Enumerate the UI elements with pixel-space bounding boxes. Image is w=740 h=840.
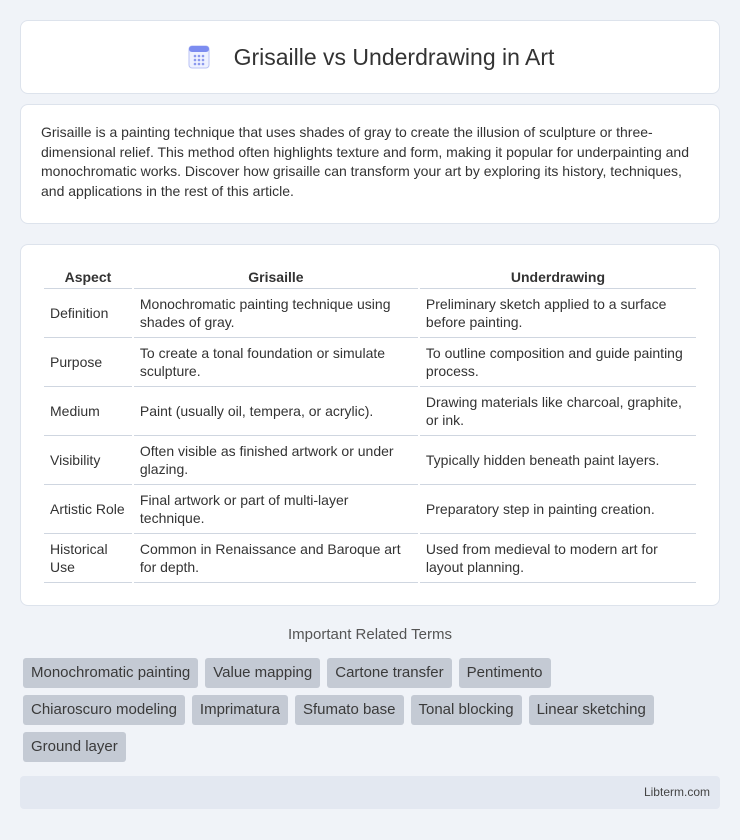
footer [20, 776, 720, 809]
footer-site-link[interactable]: Libterm.com [643, 785, 710, 799]
related-term-tag[interactable]: Tonal blocking [411, 695, 522, 725]
row-underdrawing: Preparatory step in painting creation. [420, 485, 696, 534]
title-card [20, 20, 720, 94]
row-aspect: Visibility [44, 436, 132, 485]
table-row [44, 485, 696, 534]
intro-text: Grisaille is a painting technique that uses shades of gray to create the illusion of sculpture or three-dimensional relief. This method often highlights texture and form, making it popular for underpainting and monochromatic works. Discover how grisaille can transform your art by exploring its history, techniques, and applications in the rest of this article. [41, 124, 690, 199]
related-term-tag[interactable]: Imprimatura [192, 695, 288, 725]
header-aspect: Aspect [44, 265, 132, 289]
related-term-tag[interactable]: Value mapping [205, 658, 320, 688]
table-row [44, 338, 696, 387]
table-row [44, 436, 696, 485]
row-grisaille: To create a tonal foundation or simulate sculpture. [134, 338, 418, 387]
related-term-tag[interactable]: Monochromatic painting [23, 658, 198, 688]
comparison-table [42, 265, 698, 583]
related-term-tag[interactable]: Pentimento [459, 658, 551, 688]
header-underdrawing: Underdrawing [420, 265, 696, 289]
row-aspect: Historical Use [44, 534, 132, 583]
related-term-tag[interactable]: Sfumato base [295, 695, 404, 725]
comparison-card [20, 244, 720, 606]
table-header-row [44, 265, 696, 289]
row-underdrawing: Preliminary sketch applied to a surface before painting. [420, 289, 696, 338]
row-grisaille: Final artwork or part of multi-layer technique. [134, 485, 418, 534]
row-underdrawing: Drawing materials like charcoal, graphite, or ink. [420, 387, 696, 436]
table-row [44, 387, 696, 436]
related-term-tag[interactable]: Cartone transfer [327, 658, 451, 688]
row-grisaille: Paint (usually oil, tempera, or acrylic). [134, 387, 418, 436]
row-grisaille: Monochromatic painting technique using shades of gray. [134, 289, 418, 338]
related-terms-title: Important Related Terms [288, 626, 452, 643]
header-grisaille: Grisaille [134, 265, 418, 289]
intro-card [20, 104, 720, 224]
row-grisaille: Often visible as finished artwork or under glazing. [134, 436, 418, 485]
row-aspect: Medium [44, 387, 132, 436]
table-row [44, 534, 696, 583]
related-term-tag[interactable]: Linear sketching [529, 695, 654, 725]
row-underdrawing: Used from medieval to modern art for layout planning. [420, 534, 696, 583]
row-grisaille: Common in Renaissance and Baroque art for depth. [134, 534, 418, 583]
row-underdrawing: Typically hidden beneath paint layers. [420, 436, 696, 485]
row-aspect: Definition [44, 289, 132, 338]
related-terms-list [23, 658, 723, 769]
row-underdrawing: To outline composition and guide painting process. [420, 338, 696, 387]
row-aspect: Artistic Role [44, 485, 132, 534]
page-title: Grisaille vs Underdrawing in Art [233, 43, 555, 70]
related-term-tag[interactable]: Chiaroscuro modeling [23, 695, 185, 725]
row-aspect: Purpose [44, 338, 132, 387]
related-term-tag[interactable]: Ground layer [23, 732, 126, 762]
table-row [44, 289, 696, 338]
document-icon [186, 44, 212, 70]
